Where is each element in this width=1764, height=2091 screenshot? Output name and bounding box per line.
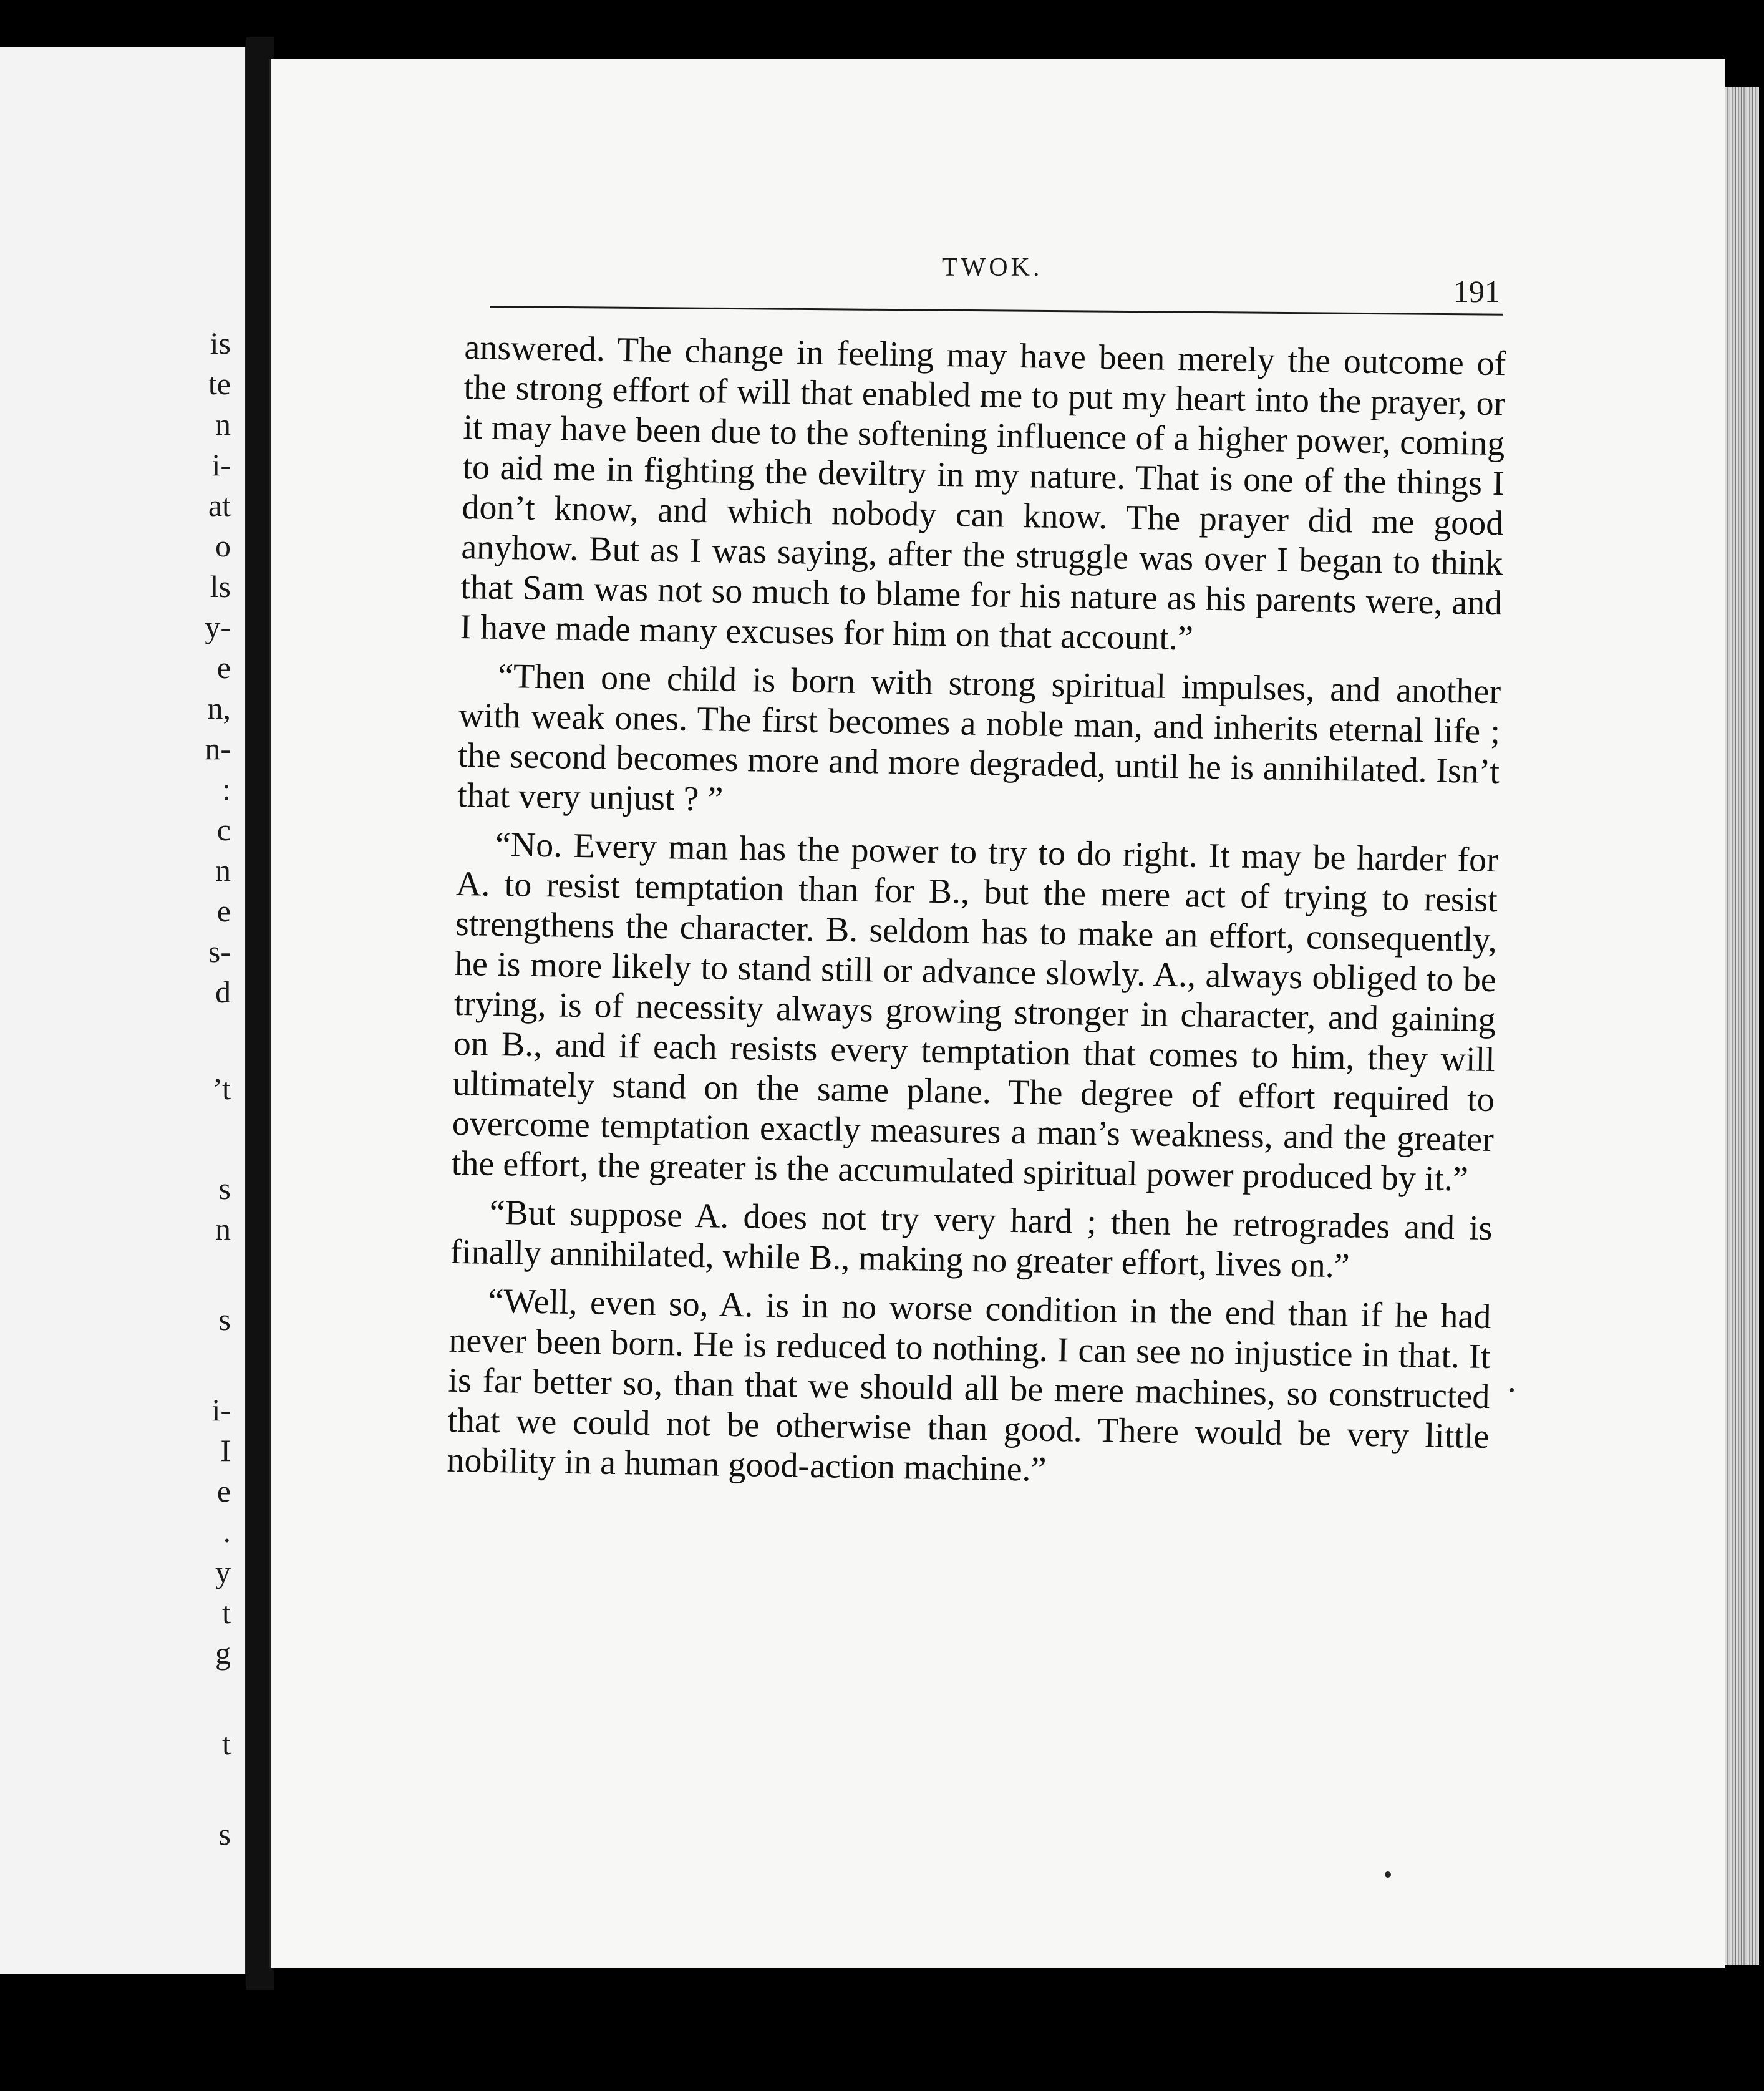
page-body xyxy=(447,327,1506,1505)
facing-page-fragment: o xyxy=(215,528,231,563)
facing-page-fragment: d xyxy=(215,974,231,1009)
facing-page-fragment: n, xyxy=(207,691,231,725)
facing-page-fragment: is xyxy=(210,326,231,361)
facing-page-fragment: I xyxy=(220,1433,231,1468)
facing-page-fragment: . xyxy=(223,1514,231,1549)
facing-page-fragment: : xyxy=(222,772,231,807)
facing-page-fragment: te xyxy=(208,366,231,401)
facing-page-fragment: s- xyxy=(208,934,231,969)
facing-page-fragment: g xyxy=(215,1636,231,1671)
book-gutter xyxy=(246,37,274,1990)
facing-page xyxy=(0,47,246,1974)
paragraph: “No. Every man has the power to try to do right. It may be harder for A. to resist temptation than for B., but the mere act of trying to resist strengthens the character. B. seldom has to make an effort, consequently, he is more likely to stand still or advance slowly. A., always obliged to be trying, is of necessity always growing stronger in character, and gaining on B., and if each resists every temptation that comes to him, they will ultimately stand on the same plane. The degree of effort required to overcome temptation exactly measures a man’s weakness, and the greater the effort, the greater is the accumulated spiritual power produced by it.” xyxy=(451,825,1499,1199)
ink-speck xyxy=(1510,1388,1514,1392)
facing-page-fragment: y- xyxy=(205,609,231,644)
facing-page-fragment: e xyxy=(216,650,231,685)
facing-page-fragment: n xyxy=(215,407,231,442)
facing-page-fragment: t xyxy=(222,1595,231,1630)
facing-page-fragment: s xyxy=(218,1171,231,1206)
facing-page-fragment: s xyxy=(218,1302,231,1337)
facing-page-fragment: s xyxy=(218,1817,231,1851)
facing-page-fragment: ’t xyxy=(212,1071,231,1106)
page-number: 191 xyxy=(1453,274,1500,309)
paragraph: “But suppose A. does not try very hard ; then he retrogrades and is finally annihilated, while B., making no greater effort, lives on.” xyxy=(450,1193,1493,1286)
facing-page-fragment: e xyxy=(216,893,231,928)
facing-page-fragment: ls xyxy=(210,569,231,604)
facing-page-fragment: n- xyxy=(205,731,231,766)
facing-page-fragment: n xyxy=(215,853,231,888)
paragraph: “Well, even so, A. is in no worse condition in the end than if he had never been born. He is reduced to nothing. I can see no injustice in that. It is far better so, than that we should all be mere machines, so constructed that we could not be otherwise than good. There would be very little nobility in a human good-action machine.” xyxy=(446,1281,1491,1489)
running-title: TWOK. xyxy=(942,253,1043,282)
ink-speck xyxy=(1385,1871,1391,1878)
facing-page-fragment: y xyxy=(215,1555,231,1589)
paragraph: “Then one child is born with strong spiritual impulses, and another with weak ones. The first becomes a noble man, and inherits eternal life ; the second becomes more and more degraded, until he is annihilated. Isn’t that very unjust ? ” xyxy=(457,656,1501,819)
facing-page-fragment: at xyxy=(208,488,231,523)
facing-page-fragment: c xyxy=(216,812,231,847)
facing-page-fragment: e xyxy=(216,1473,231,1508)
facing-page-fragment: i- xyxy=(211,1392,231,1427)
facing-page-fragment: n xyxy=(215,1211,231,1246)
facing-page-fragment: i- xyxy=(211,447,231,482)
page-edges xyxy=(1725,87,1759,1965)
paragraph: answered. The change in feeling may have been merely the outcome of the strong effort of will that enabled me to put my heart into the prayer, or it may have been due to the softening influence of a higher power, coming to aid me in fighting the deviltry in my nature. That is one of the things I don’t know, and which nobody can know. The prayer did me good anyhow. But as I was saying, after the struggle was over I began to think that Sam was not so much to blame for his nature as his parents were, and I have made many excuses for him on that account.” xyxy=(459,327,1506,658)
facing-page-fragment: t xyxy=(222,1726,231,1761)
